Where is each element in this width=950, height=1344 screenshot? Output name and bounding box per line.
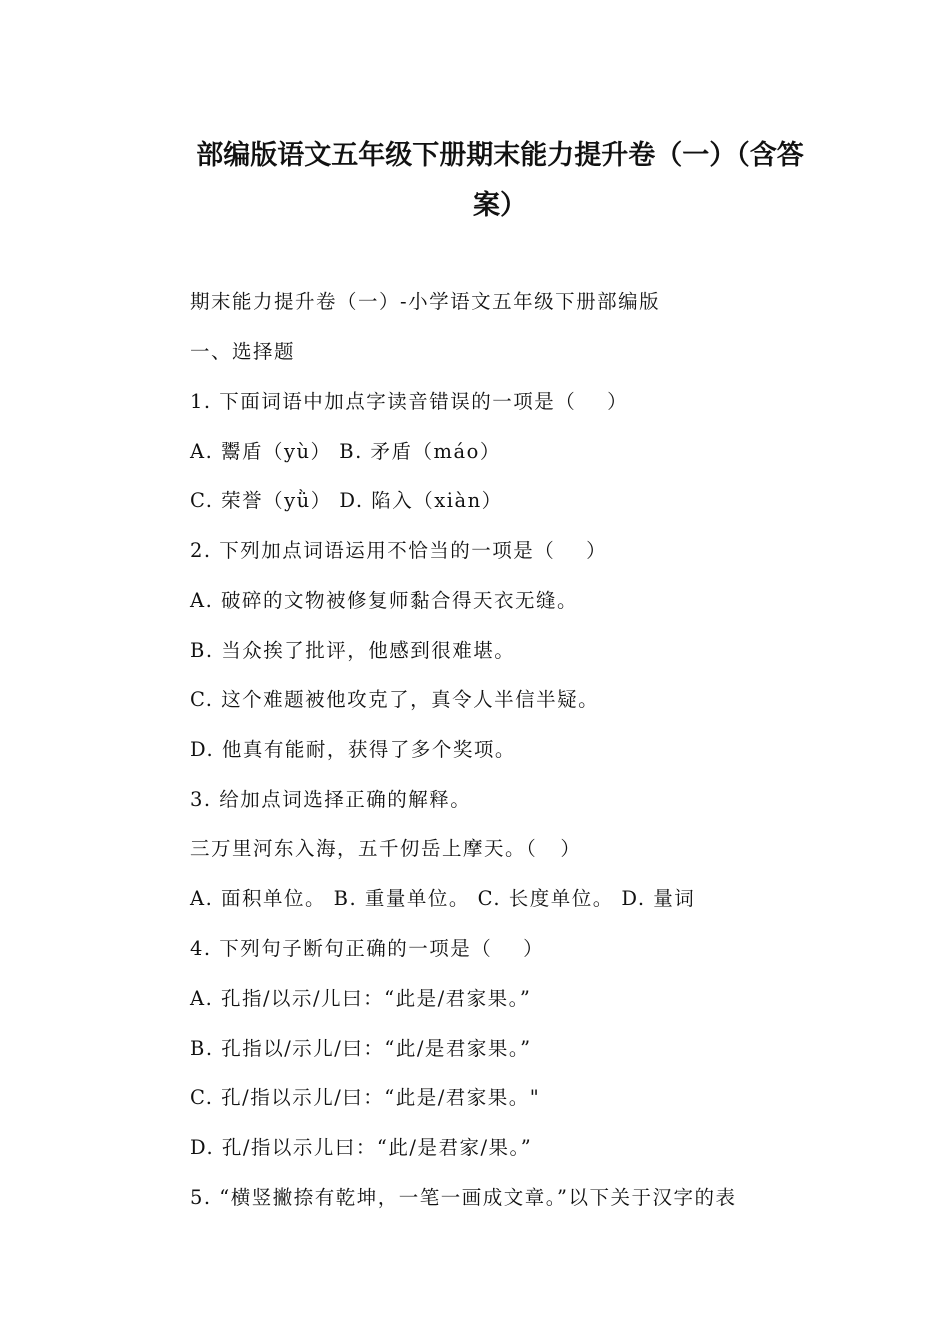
question-3-options: A. 面积单位。 B. 重量单位。 C. 长度单位。 D. 量词	[190, 887, 696, 910]
question-3-poem: 三万里河东入海，五千仞岳上摩天。（ ）	[190, 837, 582, 860]
question-1-options-cd: C. 荣誉（yǜ） D. 陷入（xiàn）	[190, 489, 503, 512]
question-4-option-a: A. 孔指/以示/儿曰：“此是/君家果。”	[190, 987, 532, 1010]
subtitle-line: 期末能力提升卷（一）-小学语文五年级下册部编版	[190, 290, 661, 313]
question-4-option-c: C. 孔/指以示儿/曰：“此是/君家果。"	[190, 1086, 541, 1109]
question-2-option-d: D. 他真有能耐，获得了多个奖项。	[190, 738, 516, 761]
question-4-option-d: D. 孔/指以示儿曰：“此/是君家/果。”	[190, 1136, 533, 1159]
question-1-options-ab: A. 鬻盾（yù） B. 矛盾（máo）	[190, 440, 501, 463]
question-2-option-b: B. 当众挨了批评，他感到很难堪。	[190, 639, 516, 662]
document-title-line-2: 案）	[473, 190, 527, 221]
question-2-option-a: A. 破碎的文物被修复师黏合得天衣无缝。	[190, 589, 578, 612]
question-5: 5. “横竖撇捺有乾坤，一笔一画成文章。”以下关于汉字的表	[190, 1186, 737, 1209]
question-2: 2. 下列加点词语运用不恰当的一项是（ ）	[190, 539, 608, 562]
document-title-line-1: 部编版语文五年级下册期末能力提升卷（一）（含答	[196, 140, 804, 171]
question-4-option-b: B. 孔指以/示儿/曰：“此/是君家果。”	[190, 1037, 532, 1060]
question-2-option-c: C. 这个难题被他攻克了，真令人半信半疑。	[190, 688, 600, 711]
question-3: 3. 给加点词选择正确的解释。	[190, 788, 472, 811]
section-heading: 一、选择题	[190, 340, 296, 363]
question-4: 4. 下列句子断句正确的一项是（ ）	[190, 937, 545, 960]
question-1: 1. 下面词语中加点字读音错误的一项是（ ）	[190, 390, 629, 413]
